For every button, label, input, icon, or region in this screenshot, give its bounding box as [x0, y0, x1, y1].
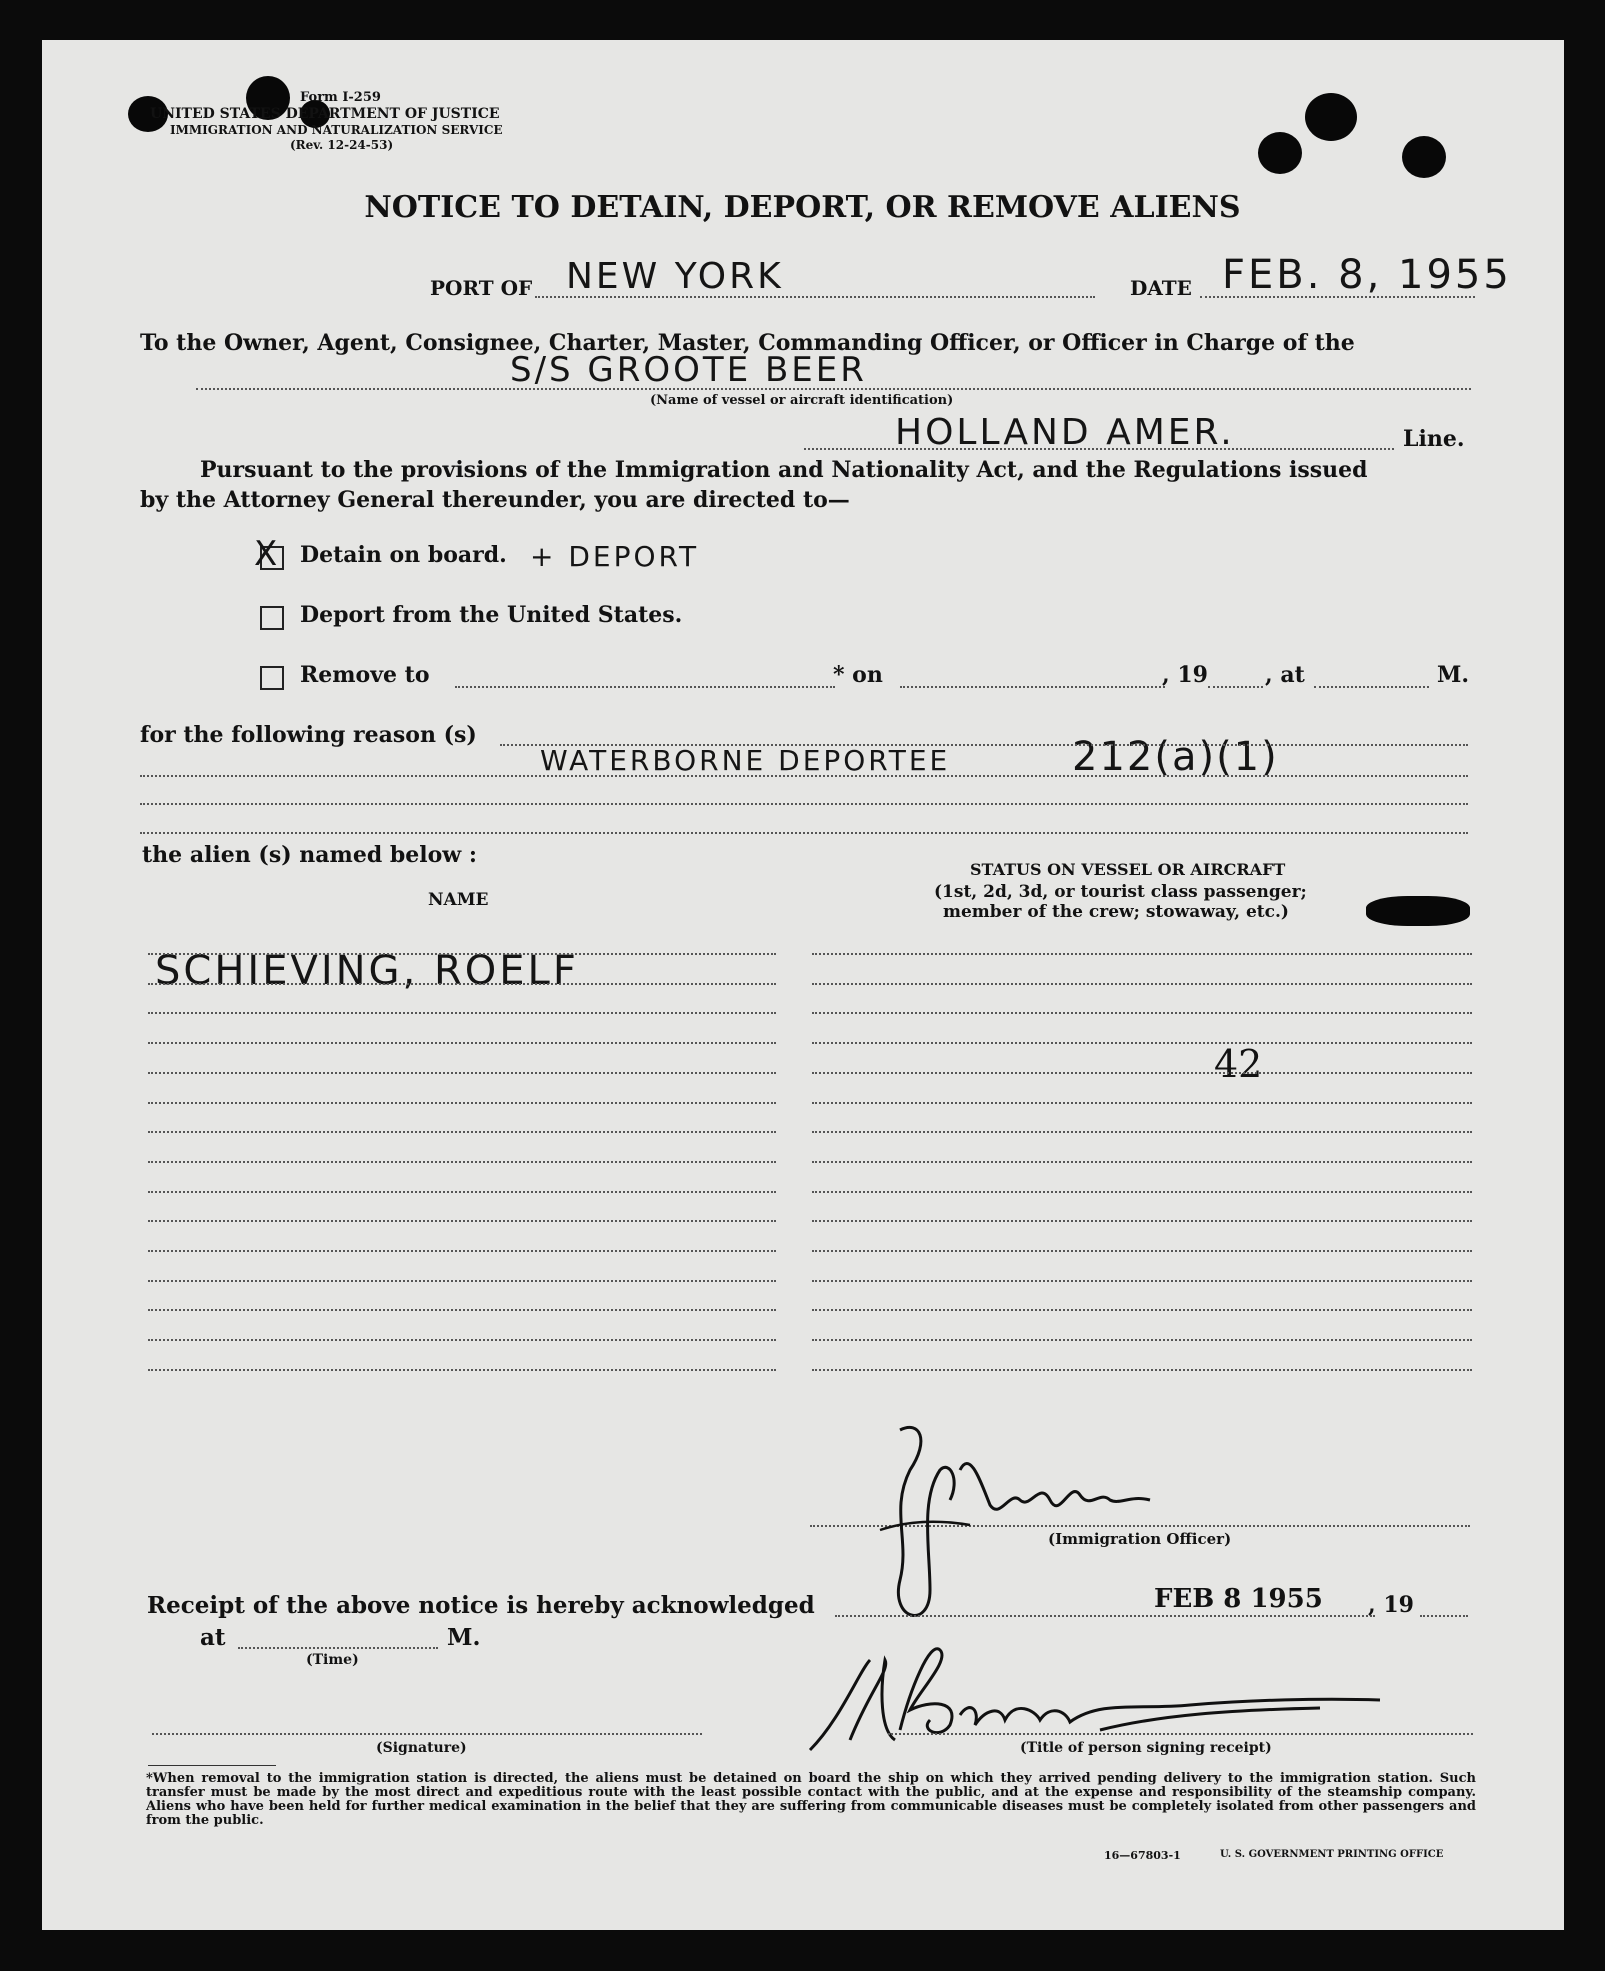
remove-date-field[interactable] [900, 686, 1165, 688]
port-field[interactable]: NEW YORK [566, 256, 784, 297]
title-caption: (Title of person signing receipt) [1020, 1740, 1272, 1756]
status-row-line[interactable] [812, 1072, 1472, 1074]
remove-checkbox[interactable] [260, 666, 284, 690]
name-row-line[interactable] [148, 1191, 776, 1193]
remove-on-label: * on [833, 662, 883, 688]
name-row-line[interactable] [148, 1102, 776, 1104]
status-row-line[interactable] [812, 1042, 1472, 1044]
name-row-line[interactable] [148, 983, 776, 985]
line-field[interactable]: HOLLAND AMER. [895, 412, 1235, 453]
deport-checkbox[interactable] [260, 606, 284, 630]
date-label: DATE [1130, 276, 1192, 300]
reason-field[interactable]: WATERBORNE DEPORTEE [540, 744, 951, 777]
status-row-line[interactable] [812, 1131, 1472, 1133]
remove-year-label: , 19 [1162, 662, 1208, 688]
addressee-text: To the Owner, Agent, Consignee, Charter, Master, Commanding Officer, or Officer in Charge of the [140, 330, 1355, 356]
detain-note: + DEPORT [530, 540, 700, 573]
status-row-line[interactable] [812, 953, 1472, 955]
remove-label: Remove to [300, 662, 430, 688]
pursuant-line2: by the Attorney General thereunder, you are directed to— [140, 487, 850, 513]
status-row-line[interactable] [812, 1280, 1472, 1282]
receipt-stamp-date: FEB 8 1955 [1154, 1584, 1323, 1614]
status-row-line[interactable] [812, 1012, 1472, 1014]
name-row-line[interactable] [148, 1012, 776, 1014]
name-row-line[interactable] [148, 953, 776, 955]
printer-code: 16—67803-1 [1104, 1849, 1181, 1862]
remove-m-label: M. [1437, 662, 1470, 688]
status-row-line[interactable] [812, 1220, 1472, 1222]
time-caption: (Time) [306, 1652, 359, 1668]
officer-signature [870, 1410, 1190, 1640]
name-row-line[interactable] [148, 1131, 776, 1133]
status-column-header: STATUS ON VESSEL OR AIRCRAFT [970, 860, 1286, 879]
receipt-text: Receipt of the above notice is hereby acknowledged [147, 1592, 815, 1619]
name-row-line[interactable] [148, 1072, 776, 1074]
status-column-subheader: member of the crew; stowaway, etc.) [943, 902, 1289, 922]
aliens-intro: the alien (s) named below : [142, 842, 477, 868]
receiver-signature-line [152, 1733, 702, 1735]
status-row-line[interactable] [812, 983, 1472, 985]
redaction-mark [1366, 896, 1470, 926]
name-row-line[interactable] [148, 1042, 776, 1044]
receipt-date-field[interactable] [835, 1615, 1375, 1617]
alien-name-field[interactable]: SCHIEVING, ROELF [155, 948, 579, 994]
name-row-line[interactable] [148, 1369, 776, 1371]
name-row-line[interactable] [148, 1309, 776, 1311]
port-label: PORT OF [430, 276, 533, 300]
detain-check-mark: X [254, 534, 278, 574]
name-row-line[interactable] [148, 1250, 776, 1252]
name-column-header: NAME [428, 890, 489, 910]
receipt-year-label: , 19 [1368, 1592, 1414, 1618]
status-row-line[interactable] [812, 1161, 1472, 1163]
remove-time-field[interactable] [1314, 686, 1429, 688]
date-field[interactable]: FEB. 8, 1955 [1222, 252, 1512, 298]
name-row-line[interactable] [148, 1220, 776, 1222]
remove-at-label: , at [1265, 662, 1305, 688]
agency-line2: IMMIGRATION AND NATURALIZATION SERVICE [170, 123, 503, 137]
side-number: 42 [1214, 1042, 1263, 1086]
form-number: Form I-259 [300, 90, 381, 105]
vessel-caption: (Name of vessel or aircraft identification) [650, 393, 954, 408]
vessel-field[interactable]: S/S GROOTE BEER [510, 350, 867, 390]
punch-hole [1305, 93, 1357, 141]
printer-office: U. S. GOVERNMENT PRINTING OFFICE [1220, 1849, 1444, 1860]
agency-line1: UNITED STATES DEPARTMENT OF JUSTICE [150, 106, 500, 122]
status-column-subheader: (1st, 2d, 3d, or tourist class passenger; [934, 882, 1307, 902]
status-row-line[interactable] [812, 1191, 1472, 1193]
pursuant-line1: Pursuant to the provisions of the Immigration and Nationality Act, and the Regulations issued [200, 457, 1368, 483]
receipt-m-label: M. [447, 1624, 481, 1651]
receipt-time-field[interactable] [238, 1647, 438, 1649]
officer-caption: (Immigration Officer) [1048, 1530, 1232, 1548]
page-title: NOTICE TO DETAIN, DEPORT, OR REMOVE ALIENS [364, 190, 1241, 225]
reason-label: for the following reason (s) [140, 722, 477, 748]
status-row-line[interactable] [812, 1102, 1472, 1104]
status-row-line[interactable] [812, 1250, 1472, 1252]
punch-hole [1258, 132, 1302, 174]
detain-label: Detain on board. [300, 542, 507, 568]
signature-caption: (Signature) [376, 1740, 467, 1756]
remove-destination-field[interactable] [455, 686, 835, 688]
status-row-line[interactable] [812, 1339, 1472, 1341]
status-row-line[interactable] [812, 1369, 1472, 1371]
punch-hole [1402, 136, 1446, 178]
status-row-line[interactable] [812, 1309, 1472, 1311]
line-label: Line. [1403, 426, 1465, 452]
name-row-line[interactable] [148, 1161, 776, 1163]
form-revision: (Rev. 12-24-53) [290, 138, 394, 152]
name-row-line[interactable] [148, 1339, 776, 1341]
footnote: *When removal to the immigration station is directed, the aliens must be detained on board the ship on which they arrived pending delivery to the immigration station. Such transfer must be made by the most direct and expeditious route with the least possible contact with the public, and at the expense and responsibility of the steamship company. Aliens who have been held for further medical examination in the belief that they are suffering from communicable diseases must be completely isolated from other passengers and from the public. [146, 1771, 1476, 1828]
deport-label: Deport from the United States. [300, 602, 683, 628]
reason-section: 212(a)(1) [1072, 734, 1279, 780]
name-row-line[interactable] [148, 1280, 776, 1282]
receipt-at-label: at [200, 1624, 226, 1651]
receiver-title-field[interactable] [888, 1733, 1473, 1735]
